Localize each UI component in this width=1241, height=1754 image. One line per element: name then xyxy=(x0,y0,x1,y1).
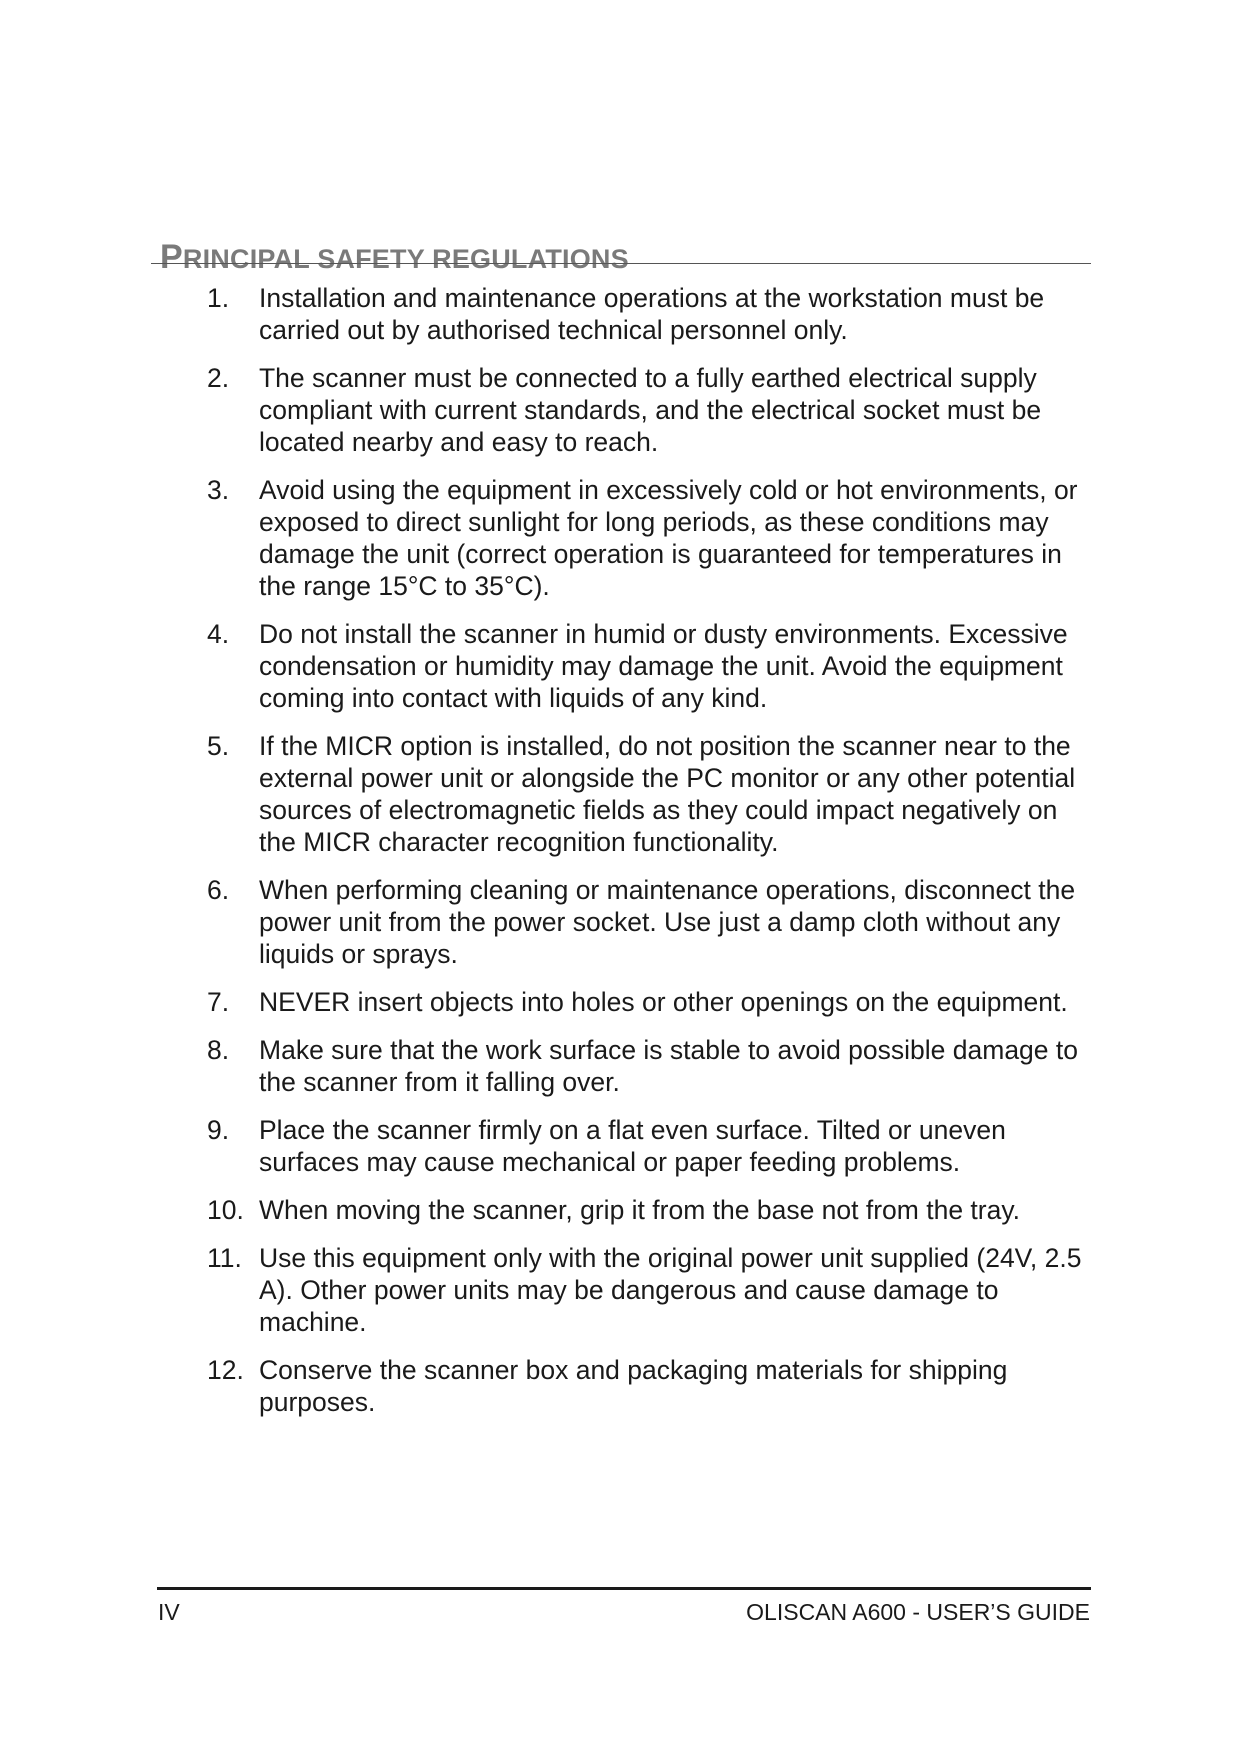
list-item-number: 11. xyxy=(207,1243,242,1273)
list-item xyxy=(207,362,1097,458)
footer-page-number: IV xyxy=(158,1599,180,1625)
list-item-text: The scanner must be connected to a fully earthed electrical supply compliant with current standards, and the electrical socket must be located nearby and easy to reach. xyxy=(259,363,1042,457)
title-divider xyxy=(151,263,1091,264)
list-item-text: Avoid using the equipment in excessively cold or hot environments, or exposed to direct sunlight for long periods, as these conditions may damage the unit (correct operation is guaranteed for temperatures in the range 15°C to 35°C). xyxy=(259,475,1078,601)
safety-regulations-list xyxy=(207,282,1097,1434)
list-item xyxy=(207,1194,1097,1226)
list-item xyxy=(207,986,1097,1018)
list-item-number: 6. xyxy=(207,875,230,905)
list-item-number: 8. xyxy=(207,1035,230,1065)
list-item xyxy=(207,1114,1097,1178)
list-item xyxy=(207,730,1097,858)
list-item xyxy=(207,282,1097,346)
list-item xyxy=(207,618,1097,714)
list-item-text: Place the scanner firmly on a flat even surface. Tilted or uneven surfaces may cause mechanical or paper feeding problems. xyxy=(259,1115,1006,1177)
page-title xyxy=(160,238,629,277)
list-item-number: 1. xyxy=(207,283,230,313)
footer-divider xyxy=(157,1587,1091,1590)
list-item-text: When performing cleaning or maintenance operations, disconnect the power unit from the power socket. Use just a damp cloth without any liquids or sprays. xyxy=(259,875,1076,969)
list-item-text: Conserve the scanner box and packaging materials for shipping purposes. xyxy=(259,1355,1008,1417)
list-item-text: If the MICR option is installed, do not position the scanner near to the external power unit or alongside the PC monitor or any other potential sources of electromagnetic fields as they could impact negatively on the MICR character recognition functionality. xyxy=(259,731,1076,857)
page-title-initial: P xyxy=(160,238,183,277)
list-item-number: 12. xyxy=(207,1355,244,1385)
list-item-number: 2. xyxy=(207,363,230,393)
list-item xyxy=(207,874,1097,970)
list-item-number: 5. xyxy=(207,731,230,761)
list-item-number: 3. xyxy=(207,475,230,505)
footer-guide-title: OLISCAN A600 - USER’S GUIDE xyxy=(746,1599,1090,1625)
list-item-number: 9. xyxy=(207,1115,230,1145)
list-item xyxy=(207,474,1097,602)
list-item-text: When moving the scanner, grip it from the base not from the tray. xyxy=(259,1195,1021,1225)
list-item-number: 7. xyxy=(207,987,230,1017)
list-item-text: Installation and maintenance operations at the workstation must be carried out by authorised technical personnel only. xyxy=(259,283,1045,345)
list-item xyxy=(207,1242,1097,1338)
list-item xyxy=(207,1354,1097,1418)
list-item-number: 4. xyxy=(207,619,230,649)
list-item-text: Do not install the scanner in humid or dusty environments. Excessive condensation or humidity may damage the unit. Avoid the equipment coming into contact with liquids of any kind. xyxy=(259,619,1068,713)
list-item-text: Use this equipment only with the original power unit supplied (24V, 2.5 A). Other power units may be dangerous and cause damage to machine. xyxy=(259,1243,1082,1337)
list-item-number: 10. xyxy=(207,1195,244,1225)
page-title-rest: RINCIPAL SAFETY REGULATIONS xyxy=(182,244,629,275)
list-item-text: Make sure that the work surface is stable to avoid possible damage to the scanner from it falling over. xyxy=(259,1035,1078,1097)
list-item-text: NEVER insert objects into holes or other openings on the equipment. xyxy=(259,987,1068,1017)
list-item xyxy=(207,1034,1097,1098)
